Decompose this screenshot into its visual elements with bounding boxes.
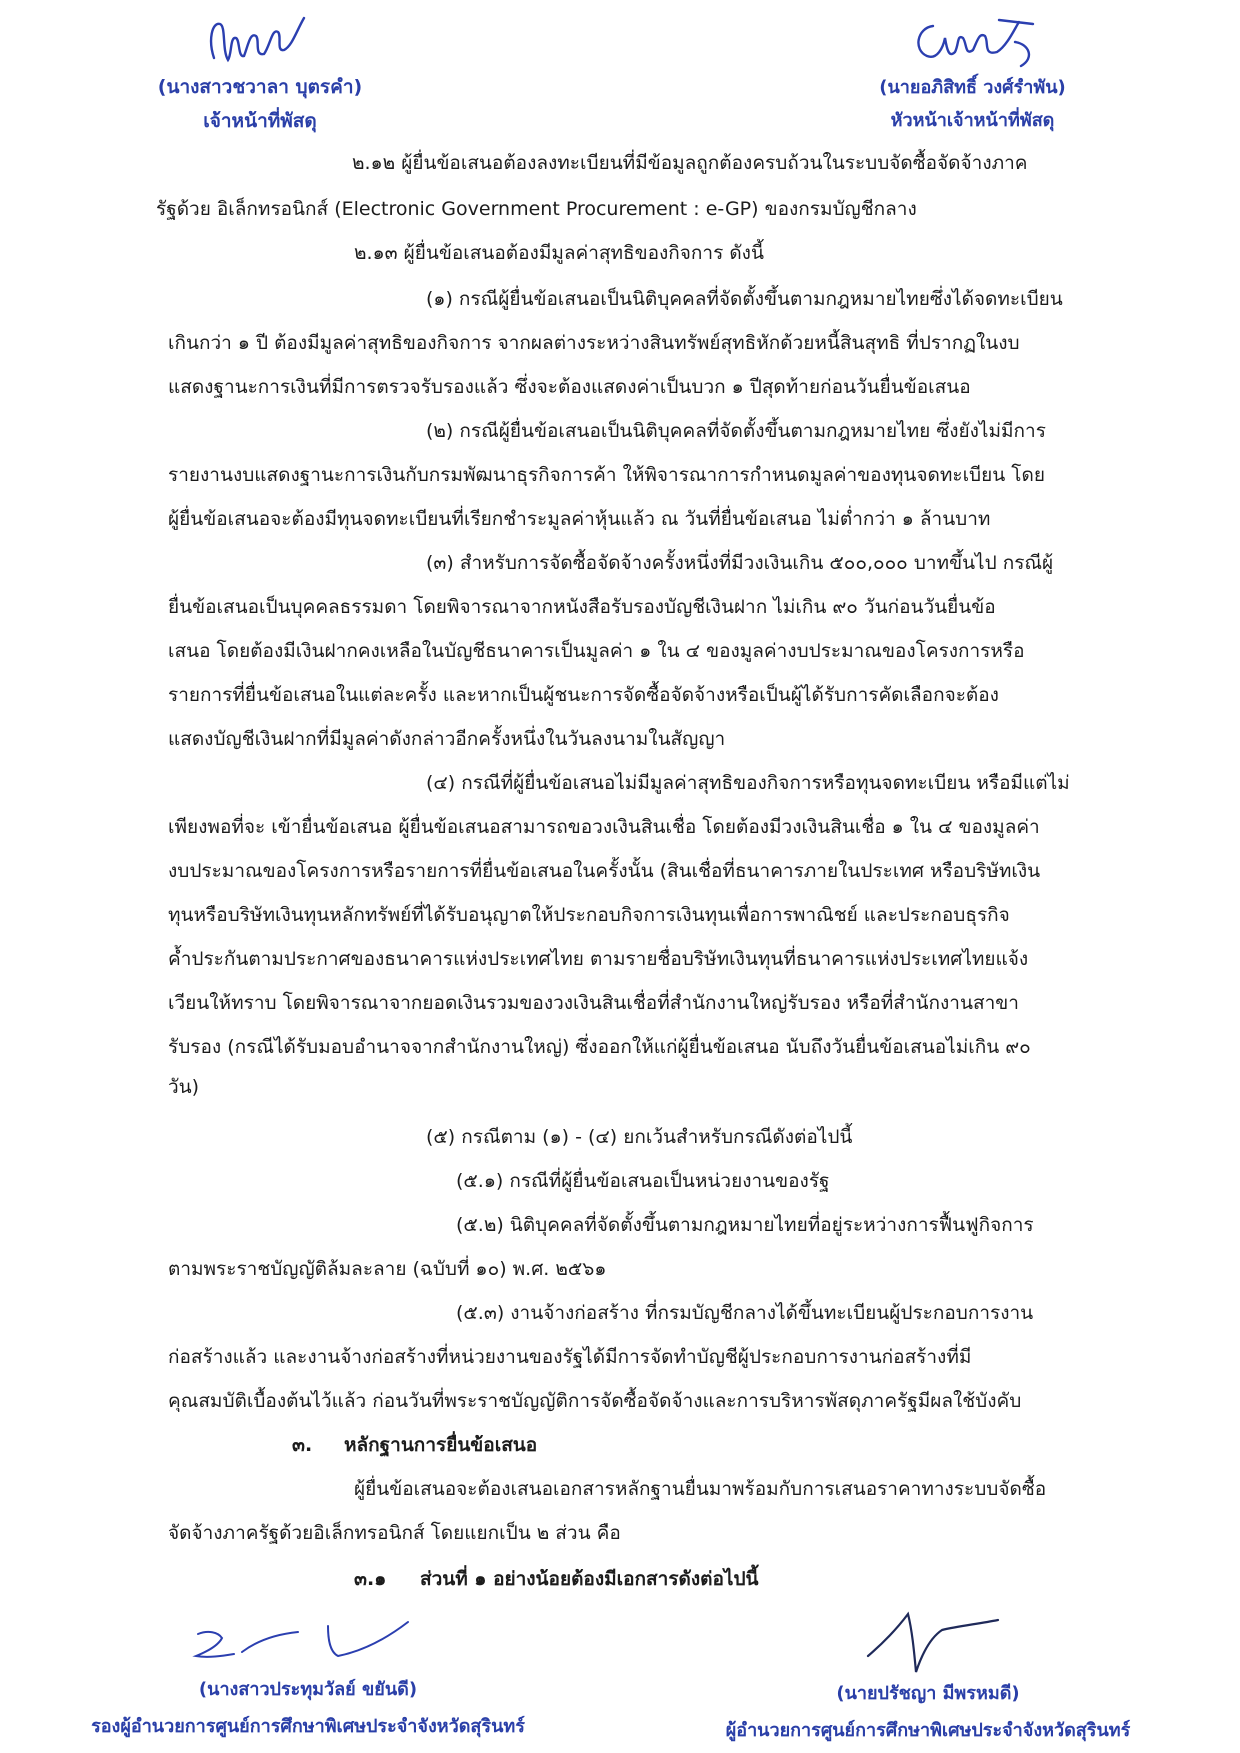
paragraph-line: เสนอ โดยต้องมีเงินฝากคงเหลือในบัญชีธนาคารเป็นมูลค่า ๑ ใน ๔ ของมูลค่างบประมาณของโครงการหรือ (168, 640, 1025, 662)
signature-block-director (648, 1600, 1208, 1744)
signer-name: (นางสาวประทุมวัลย์ ขยันดี) (198, 1679, 418, 1700)
paragraph-line: (๕) กรณีตาม (๑) - (๔) ยกเว้นสำหรับกรณีดังต่อไปนี้ (426, 1126, 853, 1148)
handwritten-signature-icon (838, 1600, 1018, 1676)
paragraph-line: รัฐด้วย อิเล็กทรอนิกส์ (Electronic Government Procurement : e-GP) ของกรมบัญชีกลาง (156, 198, 917, 220)
signature-block-head-procurement (835, 8, 1110, 134)
paragraph-line: (๔) กรณีที่ผู้ยื่นข้อเสนอไม่มีมูลค่าสุทธิของกิจการหรือทุนจดทะเบียน หรือมีแต่ไม่ (426, 772, 1070, 794)
signer-role: ผู้อำนวยการศูนย์การศึกษาพิเศษประจำจังหวัดสุรินทร์ (725, 1720, 1131, 1741)
paragraph-line: งบประมาณของโครงการหรือรายการที่ยื่นข้อเสนอในครั้งนั้น (สินเชื่อที่ธนาคารภายในประเทศ หรือบริษัทเงิน (168, 860, 1041, 882)
signer-name: (นางสาวชวาลา บุตรคำ) (157, 76, 363, 98)
paragraph-line: ตามพระราชบัญญัติล้มละลาย (ฉบับที่ ๑๐) พ.ศ. ๒๕๖๑ (168, 1258, 607, 1280)
signer-name: (นายอภิสิทธิ์ วงศ์รำพัน) (879, 77, 1066, 98)
paragraph-line: รายงานงบแสดงฐานะการเงินกับกรมพัฒนาธุรกิจการค้า ให้พิจารณาการกำหนดมูลค่าของทุนจดทะเบียน โดย (168, 464, 1045, 486)
paragraph-line: เพียงพอที่จะ เข้ายื่นข้อเสนอ ผู้ยื่นข้อเสนอสามารถขอวงเงินสินเชื่อ โดยต้องมีวงเงินสินเชื่อ ๑ ใน ๔ ของมูลค่า (168, 816, 1040, 838)
paragraph-line: ยื่นข้อเสนอเป็นบุคคลธรรมดา โดยพิจารณาจากหนังสือรับรองบัญชีเงินฝาก ไม่เกิน ๙๐ วันก่อนวันยื่นข้อ (168, 596, 996, 618)
paragraph-line: (๕.๒) นิติบุคคลที่จัดตั้งขึ้นตามกฎหมายไทยที่อยู่ระหว่างการฟื้นฟูกิจการ (456, 1214, 1034, 1236)
paragraph-line: แสดงฐานะการเงินที่มีการตรวจรับรองแล้ว ซึ่งจะต้องแสดงค่าเป็นบวก ๑ ปีสุดท้ายก่อนวันยื่นข้อเสนอ (168, 376, 971, 398)
signer-name: (นายปรัชญา มีพรหมดี) (836, 1683, 1020, 1704)
paragraph-line: ค้ำประกันตามประกาศของธนาคารแห่งประเทศไทย ตามรายชื่อบริษัทเงินทุนที่ธนาคารแห่งประเทศไทยแจ้ง (168, 948, 1029, 970)
section-heading: หลักฐานการยื่นข้อเสนอ (344, 1434, 538, 1456)
paragraph-line: แสดงบัญชีเงินฝากที่มีมูลค่าดังกล่าวอีกครั้งหนึ่งในวันลงนามในสัญญา (168, 728, 726, 750)
paragraph-line: ก่อสร้างแล้ว และงานจ้างก่อสร้างที่หน่วยงานของรัฐได้มีการจัดทำบัญชีผู้ประกอบการงานก่อสร้างที่มี (168, 1346, 972, 1368)
paragraph-line: คุณสมบัติเบื้องต้นไว้แล้ว ก่อนวันที่พระราชบัญญัติการจัดซื้อจัดจ้างและการบริหารพัสดุภาครัฐมีผลใช้บังคับ (168, 1390, 1022, 1412)
paragraph-line: (๒) กรณีผู้ยื่นข้อเสนอเป็นนิติบุคคลที่จัดตั้งขึ้นตามกฎหมายไทย ซึ่งยังไม่มีการ (426, 420, 1046, 442)
paragraph-line: ผู้ยื่นข้อเสนอจะต้องเสนอเอกสารหลักฐานยื่นมาพร้อมกับการเสนอราคาทางระบบจัดซื้อ (354, 1478, 1047, 1500)
section-number: ๓. (292, 1434, 313, 1456)
paragraph-line: (๓) สำหรับการจัดซื้อจัดจ้างครั้งหนึ่งที่มีวงเงินเกิน ๕๐๐,๐๐๐ บาทขึ้นไป กรณีผู้ (426, 552, 1054, 574)
paragraph-line: (๑) กรณีผู้ยื่นข้อเสนอเป็นนิติบุคคลที่จัดตั้งขึ้นตามกฎหมายไทยซึ่งได้จดทะเบียน (426, 288, 1063, 310)
subsection-heading: ส่วนที่ ๑ อย่างน้อยต้องมีเอกสารดังต่อไปนี้ (420, 1568, 759, 1590)
paragraph-line: ผู้ยื่นข้อเสนอจะต้องมีทุนจดทะเบียนที่เรียกชำระมูลค่าหุ้นแล้ว ณ วันที่ยื่นข้อเสนอ ไม่ต่ำกว่า ๑ ล้านบาท (168, 508, 991, 530)
signer-role: เจ้าหน้าที่พัสดุ (203, 110, 317, 132)
handwritten-signature-icon (903, 8, 1043, 72)
handwritten-signature-icon (178, 1612, 438, 1672)
signature-block-procurement-officer (140, 10, 380, 136)
subsection-number: ๓.๑ (354, 1568, 387, 1590)
paragraph-line: จัดจ้างภาครัฐด้วยอิเล็กทรอนิกส์ โดยแยกเป็น ๒ ส่วน คือ (168, 1522, 621, 1544)
signer-role: รองผู้อำนวยการศูนย์การศึกษาพิเศษประจำจังหวัดสุรินทร์ (91, 1716, 525, 1737)
paragraph-line: วัน) (168, 1076, 200, 1098)
paragraph-line: เวียนให้ทราบ โดยพิจารณาจากยอดเงินรวมของวงเงินสินเชื่อที่สำนักงานใหญ่รับรอง หรือที่สำนักงานสาขา (168, 992, 1019, 1014)
paragraph-line: (๕.๓) งานจ้างก่อสร้าง ที่กรมบัญชีกลางได้ขึ้นทะเบียนผู้ประกอบการงาน (456, 1302, 1034, 1324)
handwritten-signature-icon (200, 10, 320, 72)
signature-block-deputy-director (48, 1612, 568, 1740)
paragraph-line: เกินกว่า ๑ ปี ต้องมีมูลค่าสุทธิของกิจการ จากผลต่างระหว่างสินทรัพย์สุทธิหักด้วยหนี้สินสุทธิ ที่ปรากฏในงบ (168, 332, 1020, 354)
paragraph-line: ๒.๑๓ ผู้ยื่นข้อเสนอต้องมีมูลค่าสุทธิของกิจการ ดังนี้ (354, 242, 764, 264)
paragraph-line: ทุนหรือบริษัทเงินทุนหลักทรัพย์ที่ได้รับอนุญาตให้ประกอบกิจการเงินทุนเพื่อการพาณิชย์ และประกอบธุรกิจ (168, 904, 1010, 926)
paragraph-line: รับรอง (กรณีได้รับมอบอำนาจจากสำนักงานใหญ่) ซึ่งออกให้แก่ผู้ยื่นข้อเสนอ นับถึงวันยื่นข้อเสนอไม่เกิน ๙๐ (168, 1036, 1031, 1058)
paragraph-line: ๒.๑๒ ผู้ยื่นข้อเสนอต้องลงทะเบียนที่มีข้อมูลถูกต้องครบถ้วนในระบบจัดซื้อจัดจ้างภาค (352, 152, 1028, 174)
paragraph-line: รายการที่ยื่นข้อเสนอในแต่ละครั้ง และหากเป็นผู้ชนะการจัดซื้อจัดจ้างหรือเป็นผู้ได้รับการคัดเลือกจะต้อง (168, 684, 999, 706)
paragraph-line: (๕.๑) กรณีที่ผู้ยื่นข้อเสนอเป็นหน่วยงานของรัฐ (456, 1170, 830, 1192)
signer-role: หัวหน้าเจ้าหน้าที่พัสดุ (890, 110, 1055, 131)
